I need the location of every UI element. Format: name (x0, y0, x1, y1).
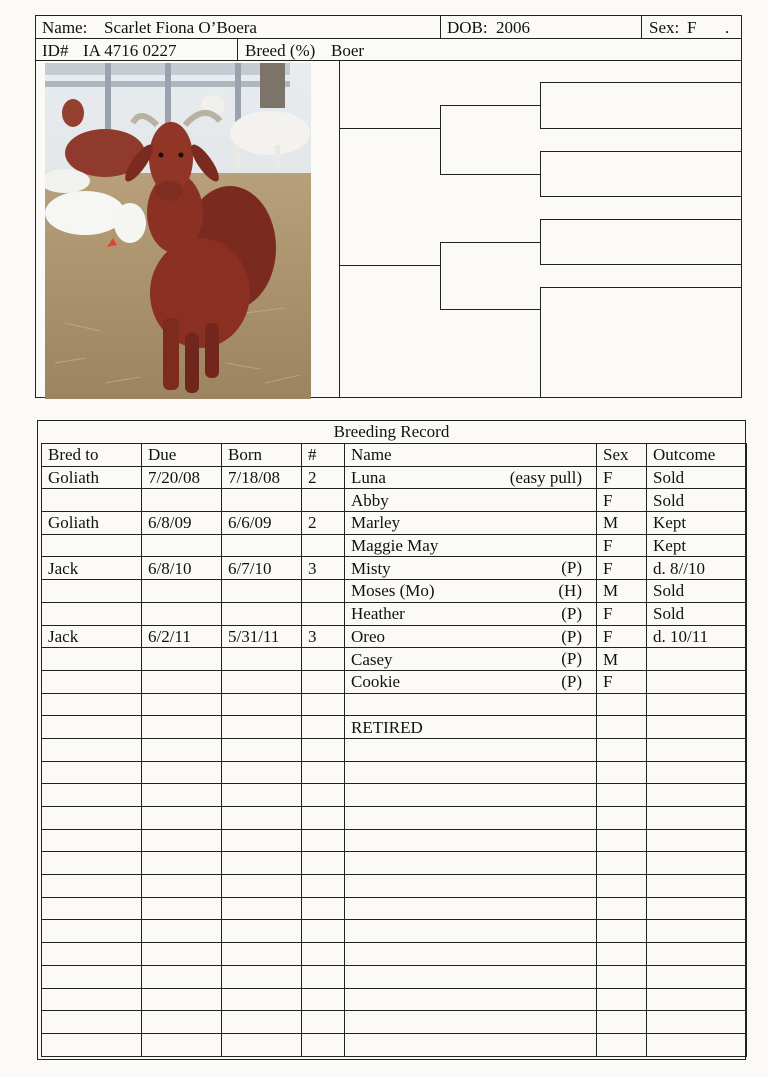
sex-trailing-mark: . (725, 18, 730, 37)
cell-bred-to (42, 670, 142, 693)
offspring-note: (P) (561, 626, 582, 646)
table-row (42, 512, 747, 535)
cell-bred-to (42, 1033, 142, 1056)
cell-born (222, 738, 302, 761)
cell-outcome (647, 670, 747, 693)
cell-due: 6/8/09 (142, 512, 222, 535)
cell-outcome (647, 693, 747, 716)
cell-sex: M (597, 648, 647, 671)
header-divider-dob (440, 15, 441, 38)
pedigree-sire-bracket (440, 105, 441, 175)
cell-born (222, 943, 302, 966)
name-value: Scarlet Fiona O’Boera (104, 18, 257, 37)
cell-bred-to (42, 875, 142, 898)
id-label: ID# (42, 41, 69, 60)
cell-due (142, 897, 222, 920)
cell-sex: M (597, 580, 647, 603)
cell-due (142, 580, 222, 603)
cell-name (345, 875, 597, 898)
offspring-note: (P) (561, 603, 582, 623)
cell-count (302, 534, 345, 557)
cell-due (142, 693, 222, 716)
cell-sex (597, 1033, 647, 1056)
cell-outcome (647, 648, 747, 671)
cell-name (345, 897, 597, 920)
offspring-name: Cookie (351, 672, 401, 692)
cell-due (142, 534, 222, 557)
cell-outcome: Kept (647, 512, 747, 535)
cell-count (302, 716, 345, 739)
cell-name (345, 693, 597, 716)
cell-bred-to (42, 738, 142, 761)
cell-sex (597, 807, 647, 830)
cell-due (142, 807, 222, 830)
col-header-due: Due (142, 444, 222, 467)
cell-born (222, 829, 302, 852)
cell-name (345, 807, 597, 830)
table-row (42, 943, 747, 966)
cell-outcome (647, 1011, 747, 1034)
goat-photo (45, 63, 311, 399)
cell-count (302, 761, 345, 784)
breeding-record-grid (41, 443, 747, 1057)
cell-count (302, 829, 345, 852)
cell-count (302, 920, 345, 943)
table-row (42, 1011, 747, 1034)
cell-bred-to (42, 716, 142, 739)
cell-name (345, 761, 597, 784)
cell-outcome (647, 897, 747, 920)
offspring-name: Casey (351, 649, 393, 669)
cell-bred-to (42, 852, 142, 875)
cell-outcome (647, 1033, 747, 1056)
cell-born (222, 1033, 302, 1056)
cell-count (302, 580, 345, 603)
cell-born: 5/31/11 (222, 625, 302, 648)
cell-name (345, 852, 597, 875)
cell-due (142, 716, 222, 739)
cell-outcome (647, 761, 747, 784)
col-header-outcome: Outcome (647, 444, 747, 467)
cell-born (222, 489, 302, 512)
cell-count (302, 602, 345, 625)
header-row-divider (35, 38, 742, 39)
cell-due: 7/20/08 (142, 466, 222, 489)
table-row (42, 670, 747, 693)
cell-sex (597, 738, 647, 761)
table-row (42, 988, 747, 1011)
cell-name (345, 557, 597, 580)
cell-born (222, 920, 302, 943)
breed-value: Boer (331, 41, 365, 60)
cell-count (302, 489, 345, 512)
table-row (42, 807, 747, 830)
cell-outcome: Sold (647, 602, 747, 625)
cell-born (222, 875, 302, 898)
table-row (42, 897, 747, 920)
table-row (42, 602, 747, 625)
cell-name (345, 534, 597, 557)
table-row (42, 580, 747, 603)
cell-born (222, 988, 302, 1011)
table-row (42, 1033, 747, 1056)
col-header-count: # (302, 444, 345, 467)
cell-born (222, 534, 302, 557)
cell-due (142, 943, 222, 966)
cell-count (302, 965, 345, 988)
cell-due (142, 1011, 222, 1034)
goat-photo-illustration (45, 63, 311, 399)
header-divider-sex (641, 15, 642, 38)
cell-outcome (647, 807, 747, 830)
cell-count (302, 1011, 345, 1034)
offspring-name: RETIRED (351, 717, 423, 737)
col-header-born: Born (222, 444, 302, 467)
offspring-note: (easy pull) (509, 467, 582, 487)
cell-due (142, 829, 222, 852)
cell-name (345, 943, 597, 966)
dob-value: 2006 (496, 18, 530, 37)
cell-count (302, 784, 345, 807)
cell-sex: F (597, 466, 647, 489)
cell-name (345, 988, 597, 1011)
cell-bred-to (42, 648, 142, 671)
cell-born (222, 670, 302, 693)
col-header-bred-to: Bred to (42, 444, 142, 467)
cell-name (345, 965, 597, 988)
id-value: IA 4716 0227 (83, 41, 177, 60)
name-label: Name: (42, 18, 88, 37)
cell-bred-to (42, 897, 142, 920)
photo-pedigree-divider (339, 60, 340, 398)
cell-outcome (647, 988, 747, 1011)
cell-sex (597, 897, 647, 920)
cell-born (222, 602, 302, 625)
cell-outcome (647, 943, 747, 966)
cell-bred-to (42, 761, 142, 784)
cell-sex: F (597, 489, 647, 512)
table-row (42, 875, 747, 898)
cell-due (142, 761, 222, 784)
offspring-name: Marley (351, 513, 401, 533)
pedigree-gp3-bracket (540, 219, 541, 264)
breed-label: Breed (%) (245, 41, 316, 60)
cell-due (142, 738, 222, 761)
cell-outcome: Sold (647, 580, 747, 603)
cell-born (222, 1011, 302, 1034)
cell-due (142, 852, 222, 875)
cell-bred-to (42, 943, 142, 966)
cell-name (345, 602, 597, 625)
pedigree-gp2-bottom (540, 196, 742, 197)
cell-born (222, 852, 302, 875)
pedigree-gp1-top (540, 82, 742, 83)
breeding-record-table (37, 420, 746, 1060)
offspring-name: Oreo (351, 626, 385, 646)
cell-bred-to (42, 920, 142, 943)
cell-sex: F (597, 625, 647, 648)
pedigree-gp1-bracket (540, 82, 541, 128)
col-header-sex: Sex (597, 444, 647, 467)
cell-count (302, 897, 345, 920)
cell-name (345, 738, 597, 761)
cell-born: 6/7/10 (222, 557, 302, 580)
cell-bred-to (42, 534, 142, 557)
offspring-note: (H) (558, 581, 582, 601)
offspring-note: (P) (561, 671, 582, 691)
cell-bred-to (42, 1011, 142, 1034)
cell-outcome (647, 965, 747, 988)
cell-born (222, 716, 302, 739)
cell-born (222, 897, 302, 920)
cell-sex (597, 716, 647, 739)
pedigree-gp4-top (540, 287, 742, 288)
cell-name (345, 670, 597, 693)
table-row (42, 648, 747, 671)
table-row (42, 920, 747, 943)
pedigree-sire-dam-line (440, 174, 540, 175)
cell-outcome (647, 852, 747, 875)
cell-sex: M (597, 512, 647, 535)
cell-born (222, 965, 302, 988)
cell-sex (597, 761, 647, 784)
cell-due (142, 920, 222, 943)
offspring-note: (P) (561, 649, 582, 669)
cell-name (345, 512, 597, 535)
cell-sex (597, 784, 647, 807)
cell-bred-to (42, 489, 142, 512)
cell-count (302, 943, 345, 966)
table-row (42, 738, 747, 761)
cell-count: 3 (302, 557, 345, 580)
cell-born (222, 784, 302, 807)
table-row (42, 852, 747, 875)
cell-bred-to: Goliath (42, 466, 142, 489)
cell-outcome (647, 738, 747, 761)
cell-bred-to (42, 784, 142, 807)
cell-born (222, 761, 302, 784)
cell-due (142, 875, 222, 898)
cell-sex (597, 965, 647, 988)
cell-name (345, 829, 597, 852)
cell-count (302, 1033, 345, 1056)
table-row (42, 761, 747, 784)
cell-bred-to (42, 580, 142, 603)
cell-count (302, 875, 345, 898)
cell-outcome (647, 875, 747, 898)
cell-born (222, 807, 302, 830)
table-row (42, 829, 747, 852)
offspring-name: Heather (351, 604, 405, 624)
cell-outcome: Kept (647, 534, 747, 557)
cell-name (345, 625, 597, 648)
cell-outcome (647, 920, 747, 943)
cell-name (345, 784, 597, 807)
pedigree-sire-sire-line (440, 105, 540, 106)
offspring-note: (P) (561, 558, 582, 578)
cell-name (345, 716, 597, 739)
sex-label: Sex: (649, 18, 680, 37)
table-row (42, 489, 747, 512)
pedigree-dam-bracket (440, 242, 441, 310)
cell-count (302, 852, 345, 875)
cell-sex (597, 875, 647, 898)
pedigree-dam-dam-line (440, 309, 540, 310)
cell-bred-to (42, 988, 142, 1011)
cell-due (142, 1033, 222, 1056)
cell-count (302, 988, 345, 1011)
table-header-row (42, 444, 747, 467)
cell-born: 6/6/09 (222, 512, 302, 535)
cell-outcome: d. 8//10 (647, 557, 747, 580)
table-row (42, 693, 747, 716)
table-row (42, 784, 747, 807)
cell-sex: F (597, 557, 647, 580)
table-row (42, 534, 747, 557)
cell-due (142, 965, 222, 988)
cell-outcome: d. 10/11 (647, 625, 747, 648)
cell-count: 2 (302, 512, 345, 535)
offspring-name: Moses (Mo) (351, 581, 435, 601)
cell-count (302, 807, 345, 830)
cell-sex: F (597, 534, 647, 557)
cell-due (142, 648, 222, 671)
pedigree-gp2-top (540, 151, 742, 152)
cell-name (345, 466, 597, 489)
cell-due (142, 784, 222, 807)
cell-name (345, 920, 597, 943)
table-row (42, 625, 747, 648)
cell-count (302, 670, 345, 693)
pedigree-gp4-bracket (540, 287, 541, 398)
cell-sex (597, 920, 647, 943)
cell-count (302, 693, 345, 716)
cell-count: 2 (302, 466, 345, 489)
cell-sex (597, 943, 647, 966)
cell-born (222, 693, 302, 716)
cell-bred-to (42, 807, 142, 830)
cell-due: 6/8/10 (142, 557, 222, 580)
table-row (42, 466, 747, 489)
pedigree-gp1-bottom (540, 128, 742, 129)
cell-bred-to (42, 829, 142, 852)
table-row (42, 557, 747, 580)
cell-name (345, 1033, 597, 1056)
cell-outcome: Sold (647, 489, 747, 512)
cell-born: 7/18/08 (222, 466, 302, 489)
cell-due: 6/2/11 (142, 625, 222, 648)
cell-due (142, 988, 222, 1011)
dob-label: DOB: (447, 18, 488, 37)
cell-name (345, 580, 597, 603)
pedigree-dam-sire-line (440, 242, 540, 243)
col-header-name: Name (345, 444, 597, 467)
cell-bred-to (42, 693, 142, 716)
cell-sex (597, 829, 647, 852)
cell-outcome (647, 829, 747, 852)
cell-count: 3 (302, 625, 345, 648)
breeding-record-title: Breeding Record (333, 422, 450, 441)
pedigree-sire-line (339, 128, 440, 129)
table-row (42, 965, 747, 988)
cell-due (142, 489, 222, 512)
sex-value: F (687, 18, 697, 37)
cell-outcome (647, 716, 747, 739)
header-divider-breed (237, 38, 238, 60)
cell-count (302, 738, 345, 761)
pedigree-gp3-bottom (540, 264, 742, 265)
cell-sex (597, 693, 647, 716)
pedigree-gp2-bracket (540, 151, 541, 196)
offspring-name: Luna (351, 468, 386, 488)
cell-outcome (647, 784, 747, 807)
cell-count (302, 648, 345, 671)
cell-due (142, 602, 222, 625)
cell-sex: F (597, 602, 647, 625)
cell-sex (597, 988, 647, 1011)
table-row (42, 716, 747, 739)
cell-bred-to: Jack (42, 625, 142, 648)
pedigree-dam-line (339, 265, 440, 266)
cell-due (142, 670, 222, 693)
offspring-name: Maggie May (351, 536, 439, 556)
cell-name (345, 489, 597, 512)
cell-born (222, 648, 302, 671)
cell-sex (597, 852, 647, 875)
cell-sex (597, 1011, 647, 1034)
pedigree-gp3-top (540, 219, 742, 220)
cell-name (345, 1011, 597, 1034)
cell-bred-to (42, 965, 142, 988)
offspring-name: Abby (351, 490, 389, 510)
cell-bred-to (42, 602, 142, 625)
offspring-name: Misty (351, 558, 391, 578)
cell-bred-to: Jack (42, 557, 142, 580)
cell-outcome: Sold (647, 466, 747, 489)
cell-name (345, 648, 597, 671)
cell-born (222, 580, 302, 603)
cell-bred-to: Goliath (42, 512, 142, 535)
cell-sex: F (597, 670, 647, 693)
